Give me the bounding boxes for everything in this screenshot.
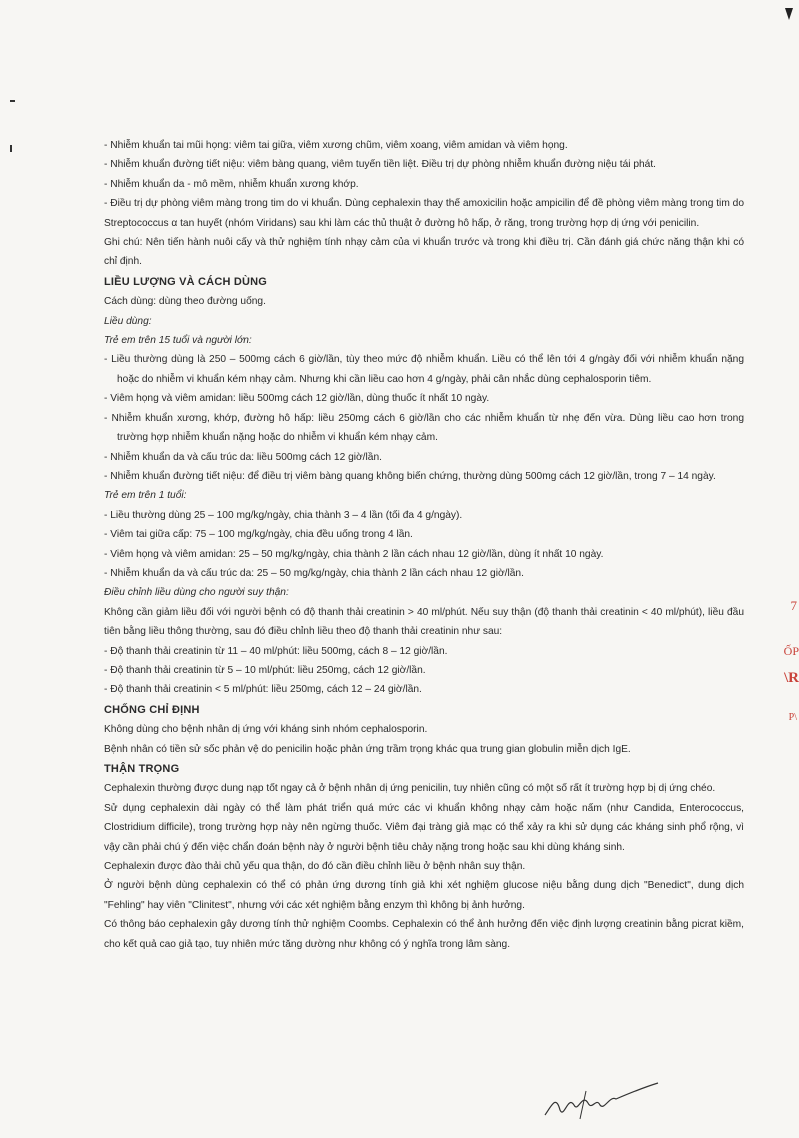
paragraph: Sử dụng cephalexin dài ngày có thể làm phát triển quá mức các vi khuẩn không nhạy cảm hoặc nấm (như Candida, Enterococcus, Clostridium difficile), trong trường hợp này nên ngừng thuốc. Viêm đại tràng giả mạc có thể xảy ra khi sử dụng các kháng sinh phổ rộng, vì vậy cần phải chú ý đến việc chẩn đoán bệnh này ở người bệnh tiêu chảy nặng trong hoặc sau khi dùng kháng sinh. [104,802,744,853]
paragraph: Không dùng cho bệnh nhân dị ứng với kháng sinh nhóm cephalosporin. [104,724,428,736]
section-heading: CHỐNG CHỈ ĐỊNH [104,703,200,716]
paragraph: Bệnh nhân có tiền sử sốc phản vệ do penicilin hoặc phản ứng trầm trọng khác qua trung gian globulin miễn dịch IgE. [104,743,631,755]
list-item: - Viêm họng và viêm amidan: liều 500mg cách 12 giờ/lần, dùng thuốc ít nhất 10 ngày. [104,393,490,405]
paragraph: Cách dùng: dùng theo đường uống. [104,296,266,308]
list-item: - Nhiễm khuẩn da - mô mềm, nhiễm khuẩn xương khớp. [104,178,359,190]
subheading: Trẻ em trên 1 tuổi: [104,490,187,502]
stamp-fragment: P\ [788,712,797,723]
paragraph: Ở người bệnh dùng cephalexin có thể có phản ứng dương tính giả khi xét nghiệm glucose niệu bằng dung dịch "Benedict", dung dịch "Fehling" hay viên "Clinitest", nhưng với các xét nghiệm bằng enzym thì không bị ảnh hưởng. [104,880,744,911]
subheading: Điều chỉnh liều dùng cho người suy thận: [104,587,289,599]
subheading: Liều dùng: [104,315,152,327]
paragraph: Ghi chú: Nên tiến hành nuôi cấy và thử nghiệm tính nhạy cảm của vi khuẩn trước và trong khi điều trị. Cần đánh giá chức năng thận khi có chỉ định. [104,237,744,268]
stamp-fragment: \R [784,670,799,686]
list-item: - Nhiễm khuẩn da và cấu trúc da: liều 500mg cách 12 giờ/lần. [104,451,382,463]
list-item: - Độ thanh thải creatinin từ 5 – 10 ml/phút: liều 250mg, cách 12 giờ/lần. [104,664,426,676]
section-heading: THẬN TRỌNG [104,763,180,775]
list-item: - Độ thanh thải creatinin < 5 ml/phút: liều 250mg, cách 12 – 24 giờ/lần. [104,684,422,696]
signature [540,1075,660,1125]
list-item: - Nhiễm khuẩn đường tiết niệu: viêm bàng quang, viêm tuyến tiền liệt. Điều trị dự phòng nhiễm khuẩn đường niệu tái phát. [104,159,657,171]
paragraph: Không cần giảm liều đối với người bệnh có độ thanh thải creatinin > 40 ml/phút. Nếu suy thận (độ thanh thải creatinin < 40 ml/phút), liều đầu tiên bằng liều thông thường, sau đó điều chỉnh liều theo độ thanh thải creatinin như sau: [104,606,744,638]
paragraph: Cephalexin được đào thải chủ yếu qua thận, do đó cần điều chỉnh liều ở bệnh nhân suy thận. [104,861,526,873]
list-item: - Nhiễm khuẩn da và cấu trúc da: 25 – 50 mg/kg/ngày, chia thành 2 lần cách nhau 12 giờ/lần. [104,567,524,579]
list-item: - Độ thanh thải creatinin từ 11 – 40 ml/phút: liều 500mg, cách 8 – 12 giờ/lần. [104,645,448,657]
list-item: - Liều thường dùng là 250 – 500mg cách 6 giờ/lần, tùy theo mức độ nhiễm khuẩn. Liều có thể lên tới 4 g/ngày đối với nhiễm khuẩn nặng hoặc do nhiễm vi khuẩn kém nhạy cảm. Nhưng khi cần liều cao hơn 4 g/ngày, phải cân nhắc dùng cephalosporin tiêm. [104,354,744,385]
paragraph: Cephalexin thường được dung nạp tốt ngay cả ở bệnh nhân dị ứng penicilin, tuy nhiên cũng có một số rất ít trường hợp bị dị ứng chéo. [104,783,716,795]
page-corner-mark [785,8,793,20]
list-item: - Viêm tai giữa cấp: 75 – 100 mg/kg/ngày, chia đều uống trong 4 lần. [104,529,413,541]
document-body [104,136,744,954]
list-item: - Nhiễm khuẩn đường tiết niệu: để điều trị viêm bàng quang không biến chứng, thường dùng 500mg cách 12 giờ/lần, trong 7 – 14 ngày. [104,470,716,482]
stamp-fragment: 7 [790,598,797,613]
paragraph: Có thông báo cephalexin gây dương tính thử nghiệm Coombs. Cephalexin có thể ảnh hưởng đến việc định lượng creatinin bằng picrat kiềm, cho kết quả cao giả tạo, tuy nhiên mức tăng dường như không có ý nghĩa trong lâm sàng. [104,919,744,950]
subheading: Trẻ em trên 15 tuổi và người lớn: [104,335,252,347]
scan-speck [10,100,15,102]
list-item: - Nhiễm khuẩn xương, khớp, đường hô hấp: liều 250mg cách 6 giờ/lần cho các nhiễm khuẩn từ nhẹ đến vừa. Dùng liều cao hơn trong trường hợp nhiễm khuẩn nặng hoặc do nhiễm vi khuẩn kém nhạy cảm. [104,412,744,444]
stamp-fragment: ỐP [783,644,799,658]
scan-speck [10,145,12,152]
list-item: - Viêm họng và viêm amidan: 25 – 50 mg/kg/ngày, chia thành 2 lần cách nhau 12 giờ/lần, dùng ít nhất 10 ngày. [104,548,604,560]
section-heading: LIỀU LƯỢNG VÀ CÁCH DÙNG [104,275,268,288]
paragraph: - Điều trị dự phòng viêm màng trong tim do vi khuẩn. Dùng cephalexin thay thế amoxicilin hoặc ampicilin để đề phòng viêm màng trong tim do Streptococcus α tan huyết (nhóm Viridans) sau khi làm các thủ thuật ở đường hô hấp, ở răng, trong trường hợp dị ứng với penicilin. [104,198,744,229]
list-item: - Nhiễm khuẩn tai mũi họng: viêm tai giữa, viêm xương chũm, viêm xoang, viêm amidan và viêm họng. [104,140,568,151]
list-item: - Liều thường dùng 25 – 100 mg/kg/ngày, chia thành 3 – 4 lần (tối đa 4 g/ngày). [104,509,463,521]
